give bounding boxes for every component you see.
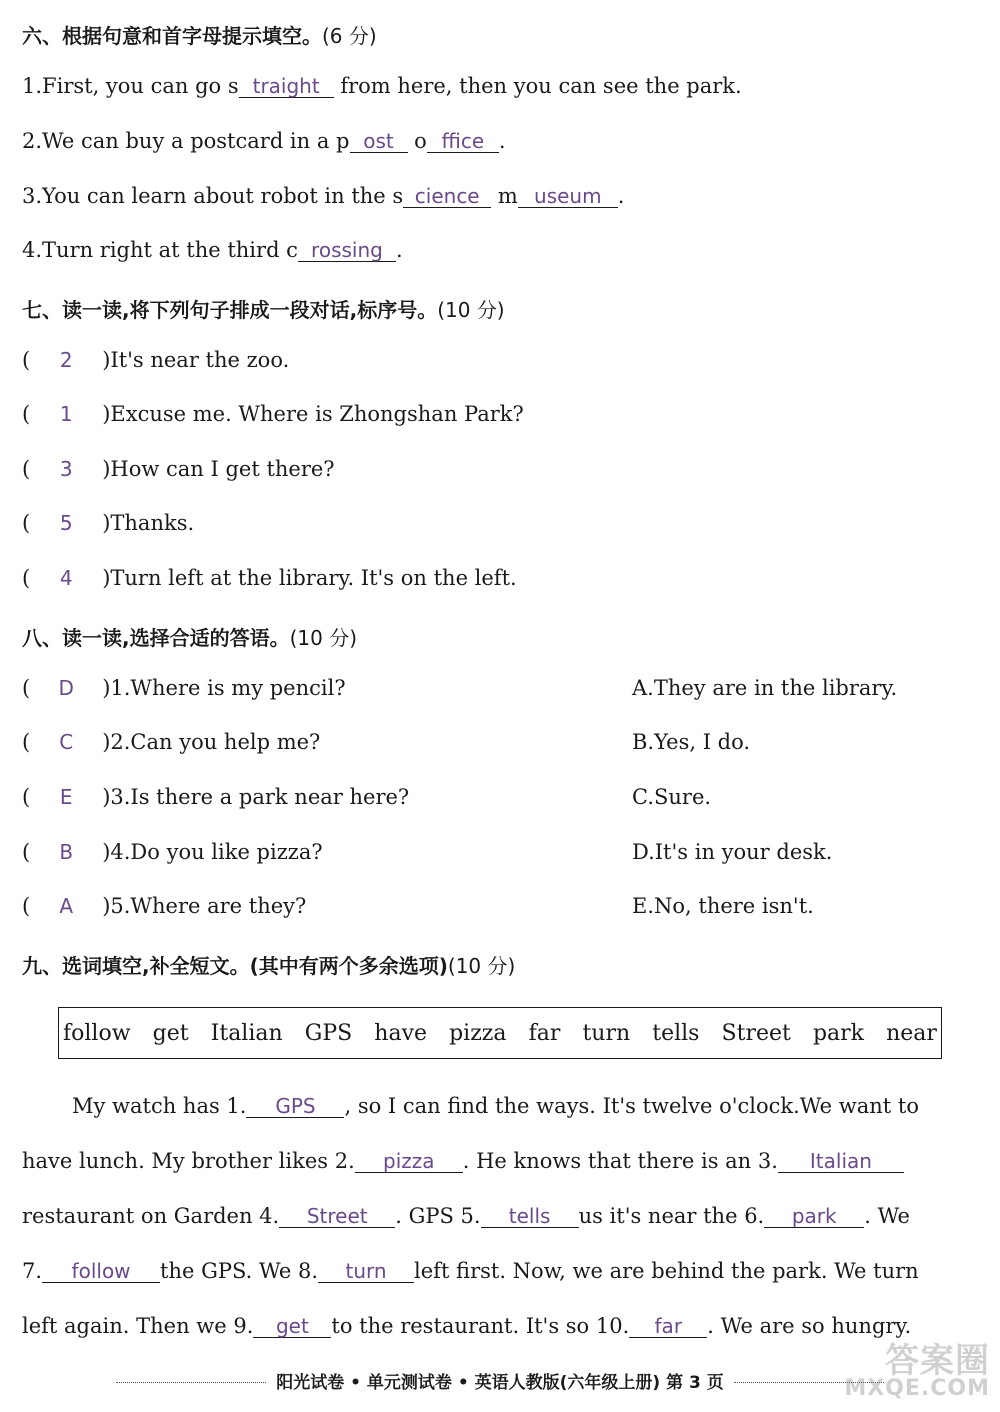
passage-line-4: [22, 1259, 980, 1283]
passage-text: us it's near the 6.: [578, 1204, 765, 1228]
s7-4-text: )Thanks.: [102, 511, 195, 535]
s8-paren: (: [22, 840, 31, 864]
s8-5-answer[interactable]: A: [59, 894, 74, 918]
s8-paren: (: [22, 785, 31, 809]
word-bank: [58, 1007, 942, 1059]
s7-paren: (: [22, 348, 31, 372]
s8-item-2: [22, 730, 320, 754]
blank-1[interactable]: GPS: [246, 1095, 344, 1118]
blank-9[interactable]: get: [253, 1315, 331, 1338]
watermark-line-1: 答案圈: [885, 1341, 990, 1381]
blank-5[interactable]: tells: [481, 1205, 579, 1228]
word-option: GPS: [304, 1020, 353, 1046]
s8-option-e: E.No, there isn't.: [632, 894, 814, 918]
s6-3-answer-a[interactable]: cience: [403, 185, 491, 208]
watermark-line-2: MXQE.COM: [844, 1376, 990, 1401]
watermark-logo: [844, 1341, 990, 1401]
passage-line-5: [22, 1314, 980, 1338]
s8-item-3: [22, 785, 409, 809]
s8-3-answer[interactable]: E: [59, 785, 73, 809]
s8-option-a: A.They are in the library.: [632, 676, 898, 700]
section6-title: 六、根据句意和首字母提示填空。: [22, 24, 322, 48]
s7-item-4: [22, 511, 194, 535]
s8-item-1: [22, 676, 346, 700]
section9-title: 九、选词填空,补全短文。(其中有两个多余选项): [22, 954, 448, 978]
passage-text: My watch has 1.: [72, 1094, 247, 1118]
passage-line-1: [72, 1094, 980, 1118]
blank-10[interactable]: far: [629, 1315, 707, 1338]
s8-paren: (: [22, 894, 31, 918]
s6-4-pre: 4.Turn right at the third c: [22, 238, 298, 262]
section9-heading: [22, 950, 515, 979]
s6-item-4: [22, 238, 403, 262]
blank-6[interactable]: park: [764, 1205, 864, 1228]
passage-text: to the restaurant. It's so 10.: [331, 1314, 630, 1338]
s6-3-pre: 3.You can learn about robot in the s: [22, 184, 404, 208]
word-option: have: [374, 1020, 428, 1046]
s7-item-5: [22, 566, 517, 590]
s6-item-3: [22, 184, 624, 208]
s8-paren: (: [22, 676, 31, 700]
s6-item-2: [22, 129, 506, 153]
s7-1-answer[interactable]: 2: [59, 348, 73, 372]
passage-text: left first. Now, we are behind the park. We turn: [414, 1259, 919, 1283]
passage-text: restaurant on Garden 4.: [22, 1204, 280, 1228]
section6-heading: [22, 20, 377, 49]
section6-points: (6 分): [322, 24, 377, 48]
s7-5-answer[interactable]: 4: [59, 566, 73, 590]
s6-4-answer[interactable]: rossing: [298, 239, 396, 262]
s6-2-answer-a[interactable]: ost: [350, 130, 408, 153]
s8-5-question: )5.Where are they?: [102, 894, 307, 918]
s7-3-text: )How can I get there?: [102, 457, 335, 481]
s8-paren: (: [22, 730, 31, 754]
s8-1-question: )1.Where is my pencil?: [102, 676, 346, 700]
word-option: Italian: [210, 1020, 283, 1046]
footer-text: 阳光试卷 • 单元测试卷 • 英语人教版(六年级上册) 第 3 页: [276, 1373, 724, 1393]
word-option: near: [886, 1020, 937, 1046]
passage-text: . GPS 5.: [395, 1204, 481, 1228]
section8-heading: [22, 622, 357, 651]
s8-item-5: [22, 894, 306, 918]
s8-3-question: )3.Is there a park near here?: [102, 785, 410, 809]
s8-4-question: )4.Do you like pizza?: [102, 840, 323, 864]
blank-3[interactable]: Italian: [778, 1150, 904, 1173]
passage-line-2: [22, 1149, 980, 1173]
s7-5-text: )Turn left at the library. It's on the left.: [102, 566, 517, 590]
word-option: Street: [721, 1020, 791, 1046]
passage-text: . He knows that there is an 3.: [462, 1149, 778, 1173]
s7-item-2: [22, 402, 524, 426]
s7-paren: (: [22, 457, 31, 481]
s8-option-b: B.Yes, I do.: [632, 730, 751, 754]
s7-paren: (: [22, 566, 31, 590]
blank-7[interactable]: follow: [42, 1260, 160, 1283]
s6-3-post: .: [617, 184, 625, 208]
s7-4-answer[interactable]: 5: [59, 511, 73, 535]
blank-8[interactable]: turn: [318, 1260, 414, 1283]
blank-4[interactable]: Street: [279, 1205, 395, 1228]
s6-3-mid: m: [491, 184, 518, 208]
s6-3-answer-b[interactable]: useum: [518, 185, 618, 208]
section7-points: (10 分): [437, 298, 505, 322]
s6-4-post: .: [395, 238, 403, 262]
blank-2[interactable]: pizza: [355, 1150, 463, 1173]
word-option: turn: [582, 1020, 631, 1046]
s7-item-1: [22, 348, 289, 372]
s6-2-answer-b[interactable]: ffice: [427, 130, 499, 153]
footer-dots-left: [116, 1382, 266, 1383]
s6-2-post: .: [498, 129, 506, 153]
passage-text: have lunch. My brother likes 2.: [22, 1149, 355, 1173]
word-option: follow: [63, 1020, 131, 1046]
s7-2-text: )Excuse me. Where is Zhongshan Park?: [102, 402, 524, 426]
passage-text: , so I can find the ways. It's twelve o'clock.We want to: [344, 1094, 919, 1118]
s6-item-1: [22, 74, 742, 98]
s8-option-c: C.Sure.: [632, 785, 712, 809]
s7-1-text: )It's near the zoo.: [102, 348, 290, 372]
passage-text: the GPS. We 8.: [160, 1259, 319, 1283]
s8-1-answer[interactable]: D: [58, 676, 74, 700]
passage-text: left again. Then we 9.: [22, 1314, 254, 1338]
s6-1-post: from here, then you can see the park.: [333, 74, 742, 98]
s7-3-answer[interactable]: 3: [59, 457, 73, 481]
s8-2-question: )2.Can you help me?: [102, 730, 321, 754]
word-option: get: [152, 1020, 189, 1046]
passage-text: . We: [864, 1204, 910, 1228]
s8-4-answer[interactable]: B: [59, 840, 74, 864]
section9-points: (10 分): [447, 954, 516, 978]
word-option: pizza: [449, 1020, 507, 1046]
section8-points: (10 分): [289, 626, 358, 650]
section8-title: 八、读一读,选择合适的答语。: [22, 626, 290, 650]
s8-option-d: D.It's in your desk.: [632, 840, 833, 864]
s6-2-pre: 2.We can buy a postcard in a p: [22, 129, 350, 153]
s8-2-answer[interactable]: C: [59, 730, 74, 754]
s7-paren: (: [22, 511, 31, 535]
word-option: tells: [652, 1020, 700, 1046]
passage-text: 7.: [22, 1259, 43, 1283]
s8-item-4: [22, 840, 323, 864]
s6-1-answer[interactable]: traight: [239, 75, 334, 98]
s7-item-3: [22, 457, 335, 481]
section7-title: 七、读一读,将下列句子排成一段对话,标序号。: [22, 298, 438, 322]
s6-2-mid: o: [407, 129, 427, 153]
passage-line-3: [22, 1204, 980, 1228]
section7-heading: [22, 294, 505, 323]
word-option: far: [528, 1020, 561, 1046]
s6-1-pre: 1.First, you can go s: [22, 74, 239, 98]
s7-2-answer[interactable]: 1: [59, 402, 73, 426]
word-option: park: [812, 1020, 864, 1046]
s7-paren: (: [22, 402, 31, 426]
passage-text: . We are so hungry.: [707, 1314, 912, 1338]
